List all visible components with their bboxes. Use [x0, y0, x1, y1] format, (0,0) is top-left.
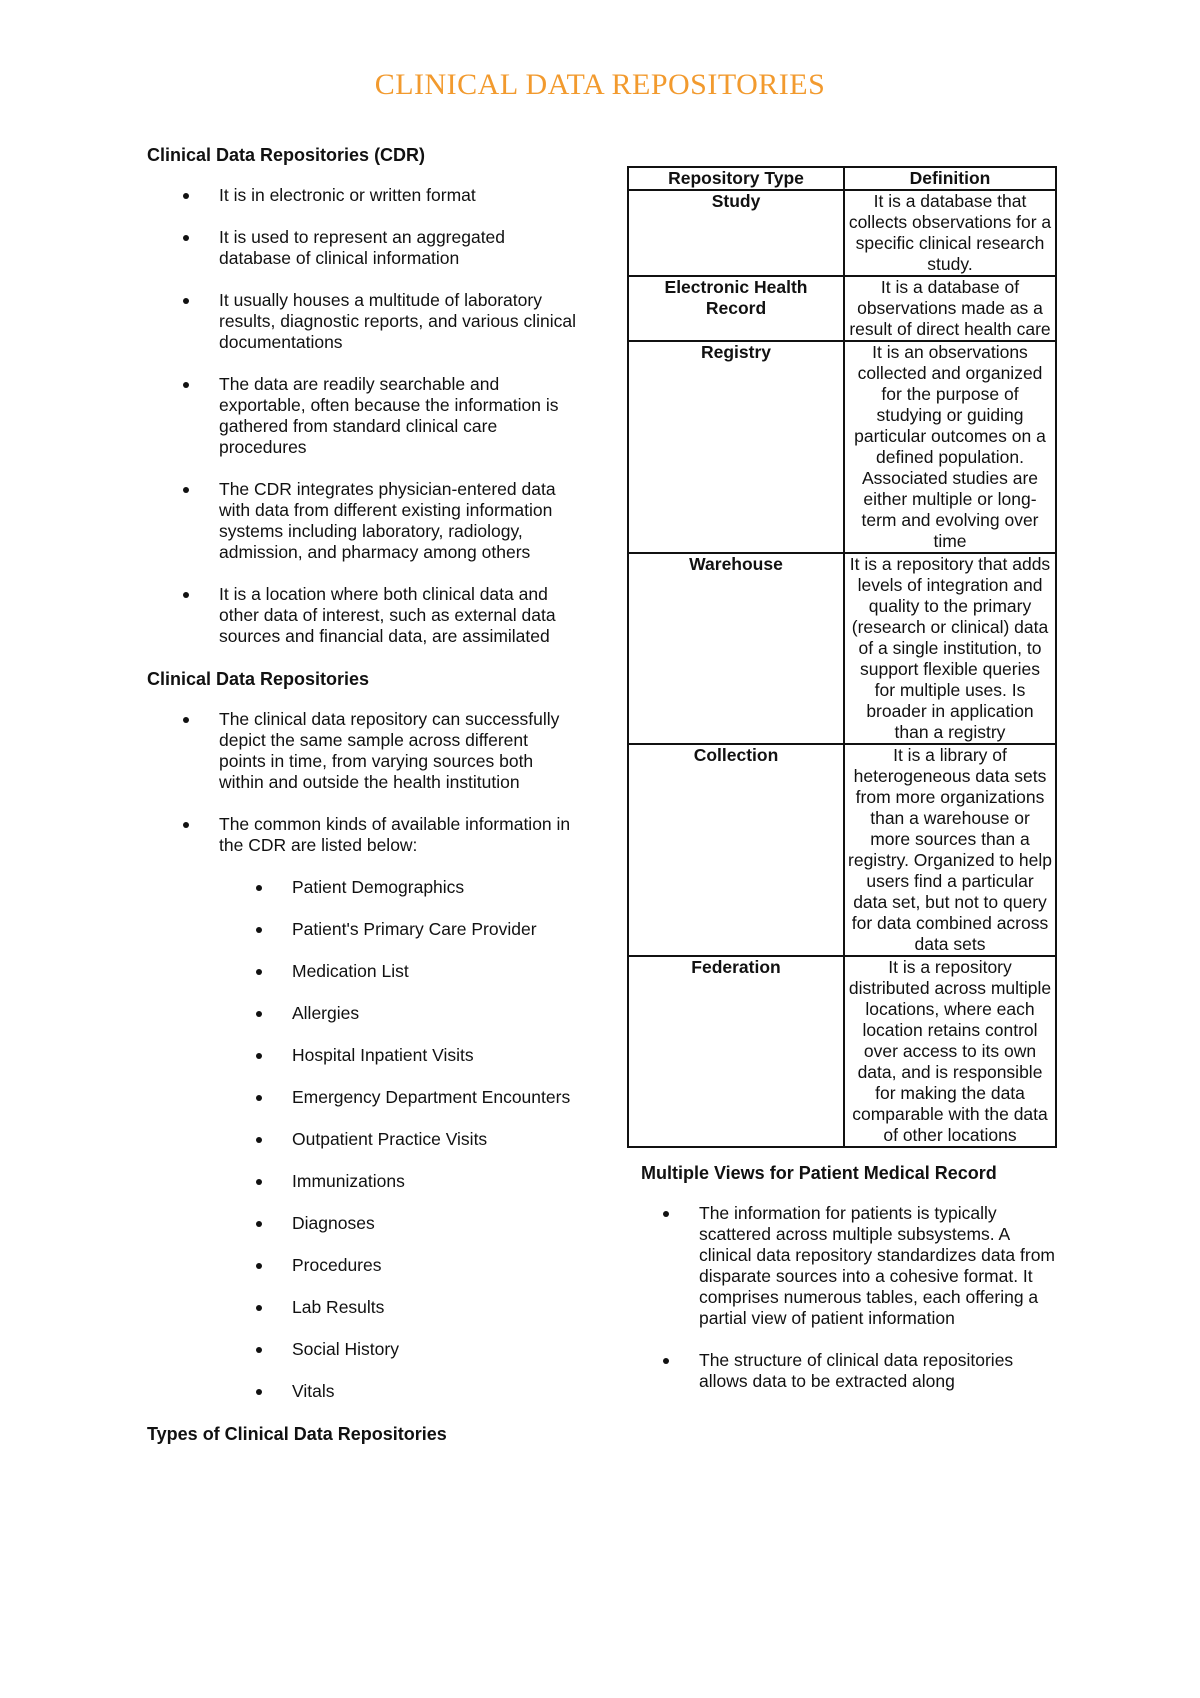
- table-row: [628, 744, 1056, 956]
- table-row: [628, 276, 1056, 341]
- repository-type-cell: Collection: [628, 744, 844, 956]
- list-item: The clinical data repository can successfully depict the same sample across different points in time, from varying sources both within and outside the health institution: [147, 709, 577, 793]
- repository-type-cell: Federation: [628, 956, 844, 1147]
- list-item: It is in electronic or written format: [147, 185, 577, 206]
- repository-type-cell: Study: [628, 190, 844, 276]
- sub-list-item: Outpatient Practice Visits: [147, 1129, 577, 1150]
- definition-cell: It is a database that collects observations for a specific clinical research study.: [844, 190, 1056, 276]
- page-title: CLINICAL DATA REPOSITORIES: [374, 68, 826, 101]
- table-row: [628, 553, 1056, 744]
- table-row: [628, 956, 1056, 1147]
- sub-list-item: Medication List: [147, 961, 577, 982]
- list-item: The CDR integrates physician-entered data with data from different existing information systems including laboratory, radiology, admission, and pharmacy among others: [147, 479, 577, 563]
- column-header-definition: Definition: [844, 167, 1056, 190]
- definition-cell: It is a library of heterogeneous data sets from more organizations than a warehouse or more sources than a registry. Organized to help users find a particular data set, but not to query for data combined across data sets: [844, 744, 1056, 956]
- information-kinds-list: [147, 877, 577, 1402]
- section-heading-multiple-views: Multiple Views for Patient Medical Record: [641, 1163, 997, 1183]
- definition-cell: It is a repository that adds levels of integration and quality to the primary (research or clinical) data of a single institution, to support flexible queries for multiple uses. Is broader in application than a registry: [844, 553, 1056, 744]
- list-item: It is a location where both clinical data and other data of interest, such as external data sources and financial data, are assimilated: [147, 584, 577, 647]
- sub-list-item: Procedures: [147, 1255, 577, 1276]
- sub-list-item: Hospital Inpatient Visits: [147, 1045, 577, 1066]
- sub-list-item: Social History: [147, 1339, 577, 1360]
- list-item: The data are readily searchable and exportable, often because the information is gathered from standard clinical care procedures: [147, 374, 577, 458]
- table-row: [628, 190, 1056, 276]
- list-item: It is used to represent an aggregated database of clinical information: [147, 227, 577, 269]
- sub-list-item: Vitals: [147, 1381, 577, 1402]
- left-column: [147, 144, 577, 1464]
- sub-list-item: Diagnoses: [147, 1213, 577, 1234]
- repository-types-table: [627, 166, 1057, 1148]
- list-item: The information for patients is typically scattered across multiple subsystems. A clinical data repository standardizes data from disparate sources into a cohesive format. It comprises numerous tables, each offering a partial view of patient information: [627, 1203, 1057, 1329]
- column-header-type: Repository Type: [628, 167, 844, 190]
- sub-list-item: Patient Demographics: [147, 877, 577, 898]
- section-heading-repositories: Clinical Data Repositories: [147, 669, 370, 689]
- right-column: [627, 166, 1057, 1413]
- table-row: [628, 341, 1056, 553]
- list-item: It usually houses a multitude of laboratory results, diagnostic reports, and various clinical documentations: [147, 290, 577, 353]
- sub-list-item: Lab Results: [147, 1297, 577, 1318]
- repository-type-cell: Warehouse: [628, 553, 844, 744]
- sub-list-item: Emergency Department Encounters: [147, 1087, 577, 1108]
- sub-list-item: Allergies: [147, 1003, 577, 1024]
- cdr-bullet-list: [147, 185, 577, 647]
- list-item: The common kinds of available information in the CDR are listed below:: [147, 814, 577, 856]
- sub-list-item: Patient's Primary Care Provider: [147, 919, 577, 940]
- sub-list-item: Immunizations: [147, 1171, 577, 1192]
- definition-cell: It is a database of observations made as a result of direct health care: [844, 276, 1056, 341]
- section-heading-cdr: Clinical Data Repositories (CDR): [147, 145, 426, 165]
- repository-type-cell: Electronic Health Record: [628, 276, 844, 341]
- definition-cell: It is an observations collected and organized for the purpose of studying or guiding particular outcomes on a defined population. Associated studies are either multiple or long-term and evolving over time: [844, 341, 1056, 553]
- definition-cell: It is a repository distributed across multiple locations, where each location retains control over access to its own data, and is responsible for making the data comparable with the data of other locations: [844, 956, 1056, 1147]
- list-item: The structure of clinical data repositories allows data to be extracted along: [627, 1350, 1057, 1392]
- repositories-bullet-list: [147, 709, 577, 856]
- section-heading-types: Types of Clinical Data Repositories: [147, 1424, 447, 1444]
- multiple-views-bullet-list: [627, 1203, 1057, 1392]
- repository-type-cell: Registry: [628, 341, 844, 553]
- table-header-row: [628, 167, 1056, 190]
